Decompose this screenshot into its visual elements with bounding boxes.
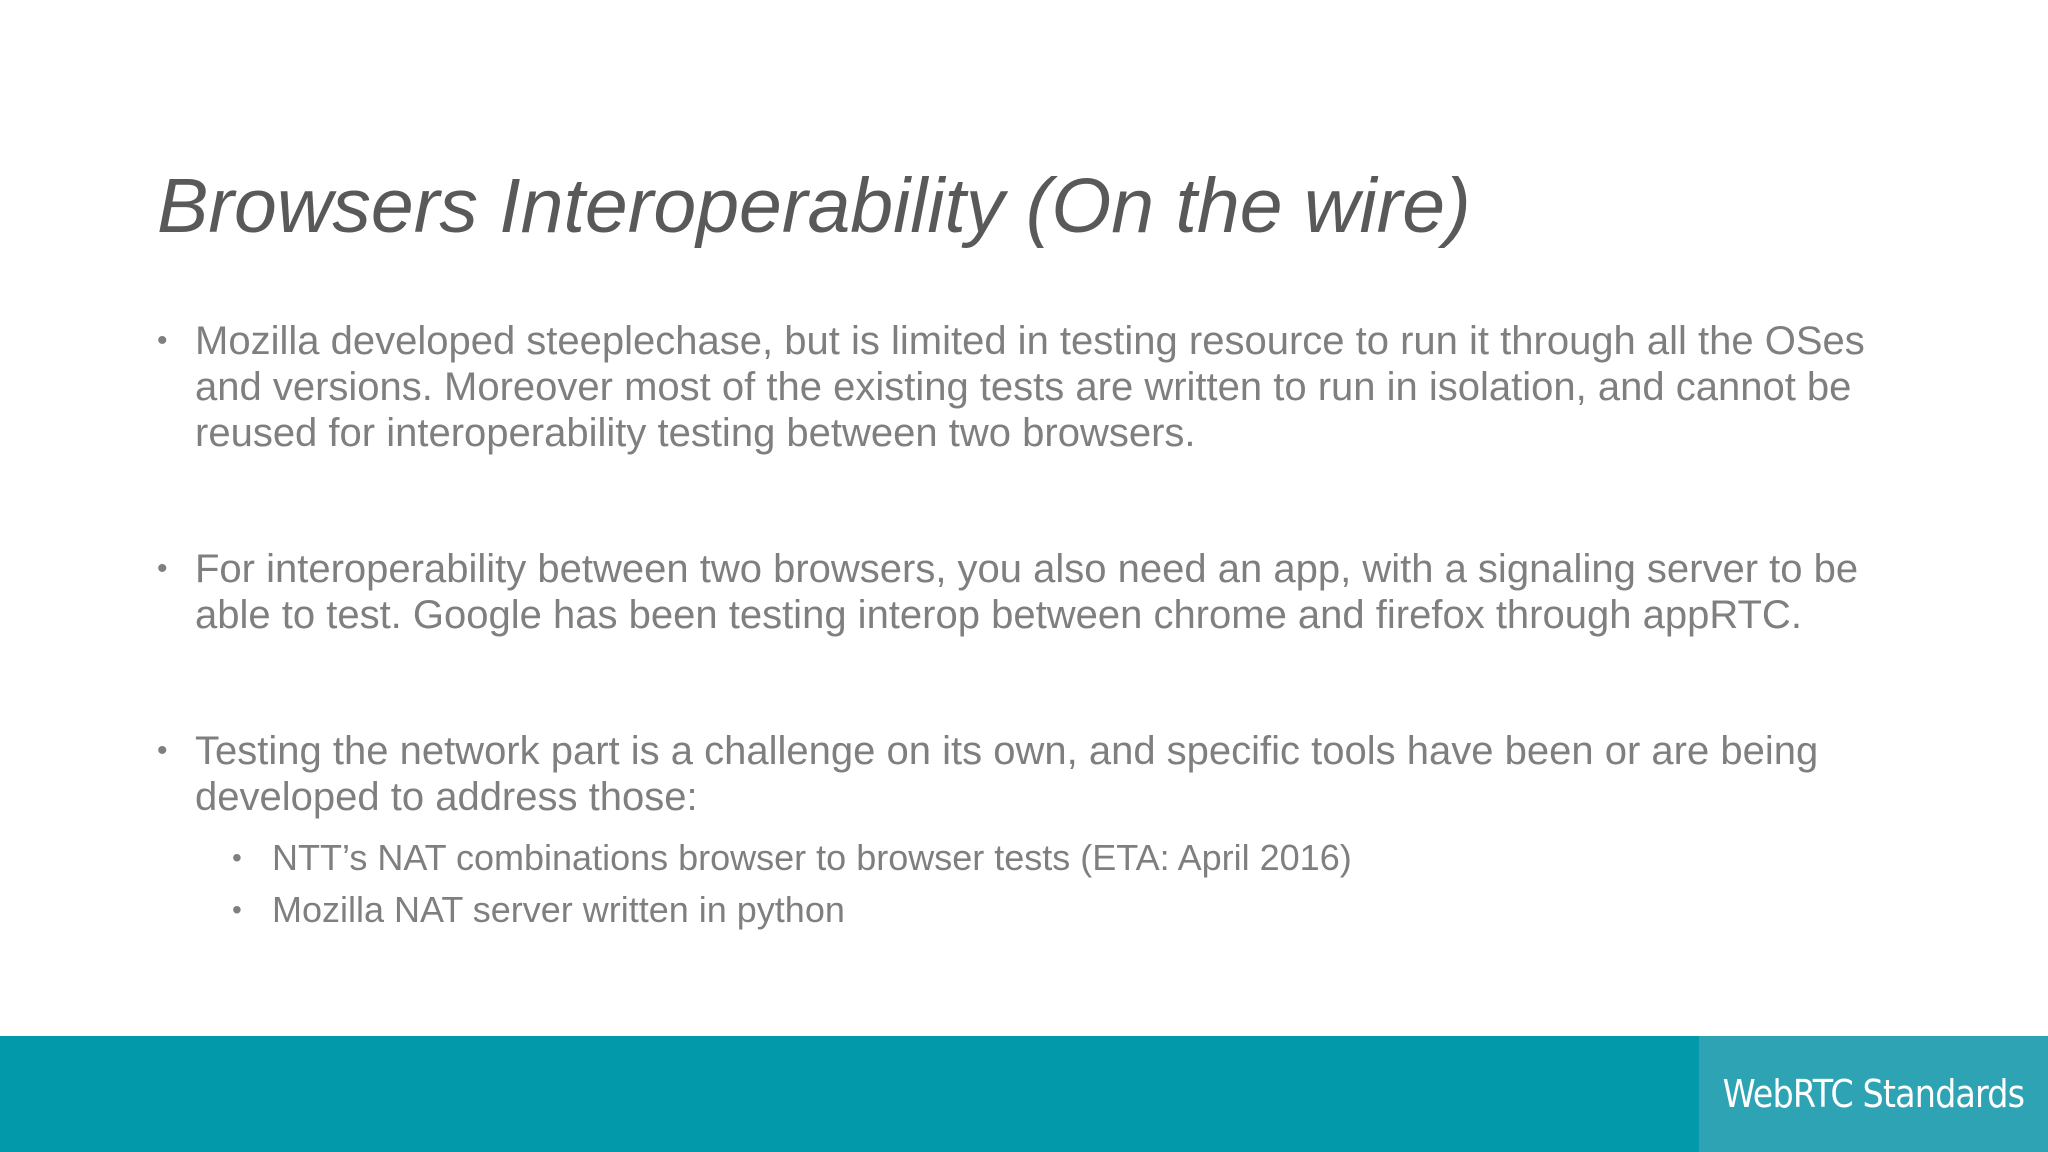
footer-label-box [1699, 1036, 2048, 1152]
bullet-item [157, 546, 1917, 638]
sub-bullet-dot-icon: • [232, 894, 242, 925]
sub-bullet-item [195, 884, 1917, 936]
footer-bar [0, 1036, 2048, 1152]
sub-bullet-item [195, 832, 1917, 884]
sub-bullet-text: NTT’s NAT combinations browser to browser tests (ETA: April 2016) [272, 837, 1352, 878]
bullet-text: Mozilla developed steeplechase, but is limited in testing resource to run it through all the OSes and versions. Moreover most of the existing tests are written to run in isolation, and cannot be reused for interoperability testing between two browsers. [195, 319, 1865, 455]
bullet-text: For interoperability between two browsers, you also need an app, with a signaling server to be able to test. Google has been testing interop between chrome and firefox through appRTC. [195, 547, 1859, 637]
slide-title: Browsers Interoperability (On the wire) [157, 163, 1471, 249]
sub-bullet-dot-icon: • [232, 842, 242, 873]
bullet-item [157, 728, 1917, 936]
sub-bullet-list [195, 832, 1917, 936]
bullet-dot-icon: • [157, 734, 168, 767]
bullet-dot-icon: • [157, 324, 168, 357]
footer-label: WebRTC Standards [1722, 1072, 2025, 1116]
bullet-dot-icon: • [157, 552, 168, 585]
sub-bullet-text: Mozilla NAT server written in python [272, 889, 845, 930]
bullet-list [157, 318, 1917, 936]
bullet-text: Testing the network part is a challenge on its own, and specific tools have been or are being developed to address those: [195, 729, 1819, 819]
bullet-item [157, 318, 1917, 456]
